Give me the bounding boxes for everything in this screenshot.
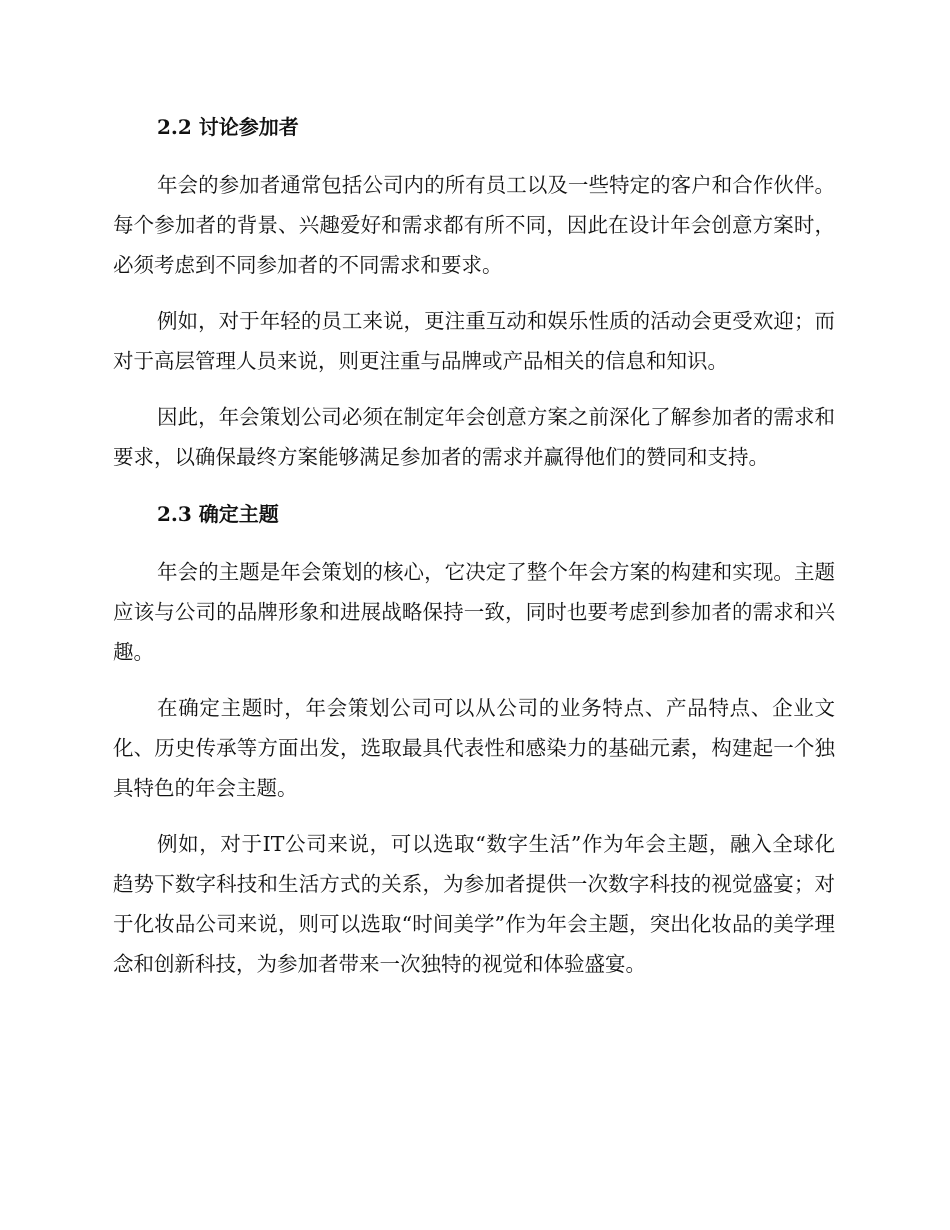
section-heading-theme: 2.3 确定主题: [157, 502, 279, 526]
paragraph-participants-overview: 年会的参加者通常包括公司内的所有员工以及一些特定的客户和合作伙伴。每个参加者的背景、兴趣爱好和需求都有所不同，因此在设计年会创意方案时，必须考虑到不同参加者的不同需求和要求。: [113, 173, 835, 277]
paragraph-theme-example: 例如，对于IT公司来说，可以选取“数字生活”作为年会主题，融入全球化趋势下数字科技和生活方式的关系，为参加者提供一次数字科技的视觉盛宴；对于化妆品公司来说，则可以选取“时间美学”作为年会主题，突出化妆品的美学理念和创新科技，为参加者带来一次独特的视觉和体验盛宴。: [113, 832, 835, 976]
paragraph-participants-example: 例如，对于年轻的员工来说，更注重互动和娱乐性质的活动会更受欢迎；而对于高层管理人员来说，则更注重与品牌或产品相关的信息和知识。: [113, 309, 835, 373]
paragraph-participants-conclusion: 因此，年会策划公司必须在制定年会创意方案之前深化了解参加者的需求和要求，以确保最终方案能够满足参加者的需求并赢得他们的赞同和支持。: [113, 405, 835, 469]
section-heading-participants: 2.2 讨论参加者: [157, 115, 299, 139]
paragraph-theme-method: 在确定主题时，年会策划公司可以从公司的业务特点、产品特点、企业文化、历史传承等方面出发，选取最具代表性和感染力的基础元素，构建起一个独具特色的年会主题。: [113, 696, 835, 800]
paragraph-theme-overview: 年会的主题是年会策划的核心，它决定了整个年会方案的构建和实现。主题应该与公司的品牌形象和进展战略保持一致，同时也要考虑到参加者的需求和兴趣。: [113, 560, 835, 664]
